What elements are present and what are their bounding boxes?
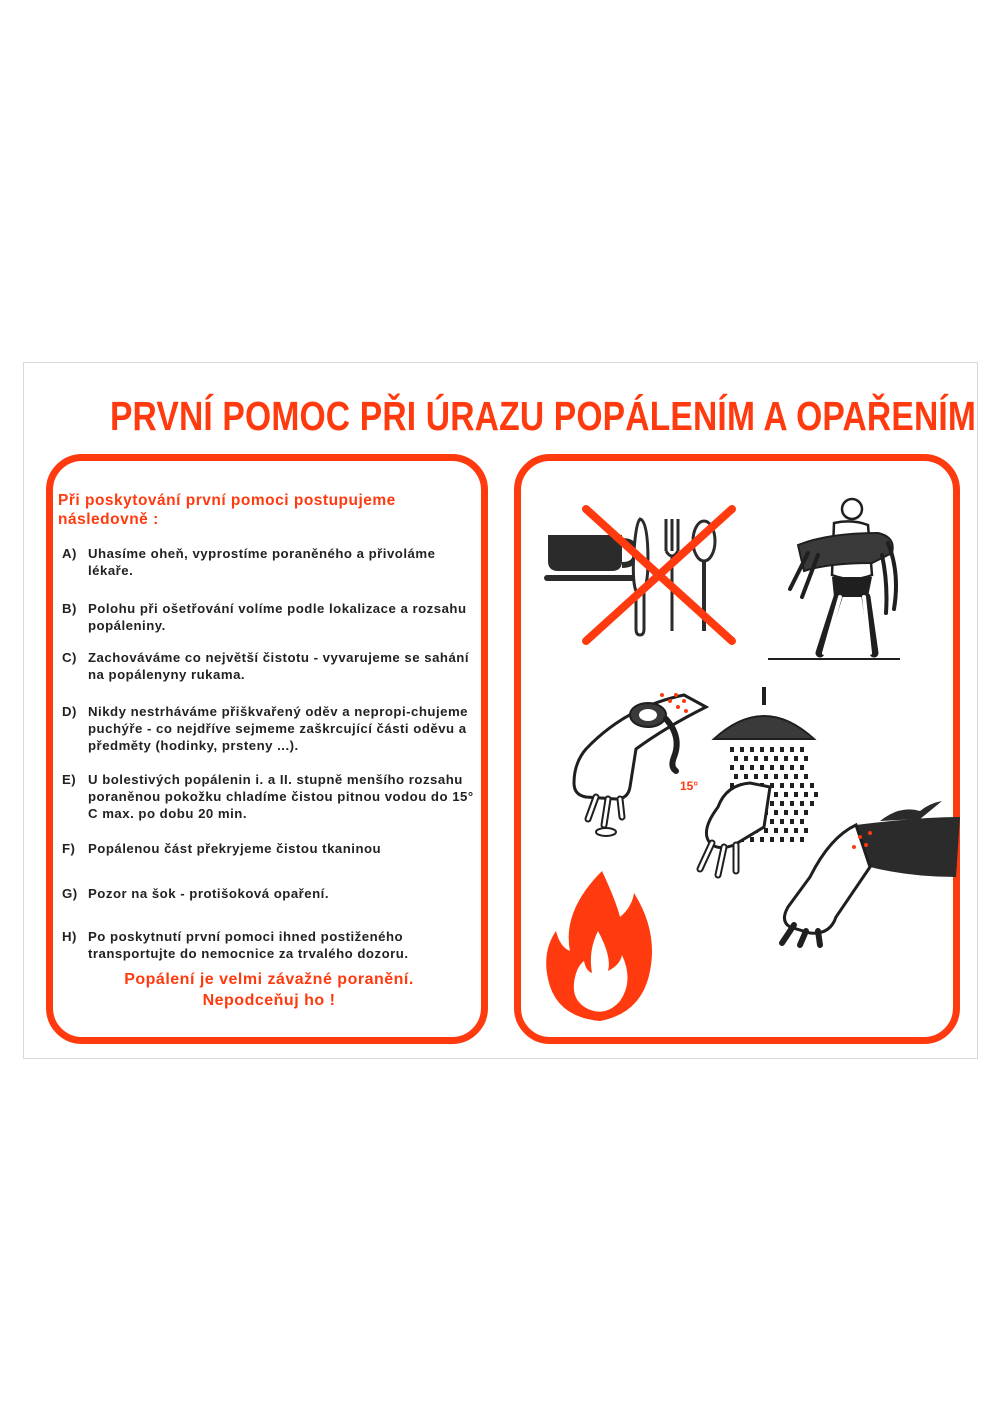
water-drop bbox=[774, 756, 778, 761]
no-food-drink-icon bbox=[544, 501, 734, 646]
water-drop bbox=[780, 783, 784, 788]
water-drop bbox=[760, 765, 764, 770]
water-drop bbox=[734, 756, 738, 761]
water-drop bbox=[750, 747, 754, 752]
water-drop bbox=[780, 765, 784, 770]
water-drop bbox=[784, 756, 788, 761]
first-aid-sign bbox=[23, 362, 978, 1059]
water-drop bbox=[804, 756, 808, 761]
carry-person-icon bbox=[768, 493, 904, 668]
step-g: G) Pozor na šok - protišoková opaření. bbox=[62, 886, 329, 901]
fire-icon bbox=[542, 871, 658, 1023]
water-drop bbox=[730, 765, 734, 770]
water-drop bbox=[800, 765, 804, 770]
water-drop bbox=[744, 774, 748, 779]
water-drop bbox=[764, 756, 768, 761]
water-drop bbox=[754, 756, 758, 761]
temperature-label: 15° bbox=[680, 779, 699, 793]
step-e: E) U bolestivých popálenin i. a II. stupně menšího rozsahu poraněnou pokožku chladíme čistou pitnou vodou do 15° C max. po dobu 20 min. bbox=[62, 772, 474, 821]
water-drop bbox=[800, 747, 804, 752]
water-drop bbox=[800, 783, 804, 788]
water-drop bbox=[750, 837, 754, 842]
step-a: A) Uhasíme oheň, vyprostíme poraněného a přivoláme lékaře. bbox=[62, 546, 436, 578]
sign-title: PRVNÍ POMOC PŘI ÚRAZU POPÁLENÍM A OPAŘENÍM bbox=[109, 393, 977, 439]
water-drop bbox=[810, 783, 814, 788]
water-drop bbox=[770, 765, 774, 770]
step-h: H) Po poskytnutí první pomoci ihned postiženého transportujte do nemocnice za trvalého dozoru. bbox=[62, 929, 409, 961]
water-drop bbox=[784, 774, 788, 779]
water-drop bbox=[760, 747, 764, 752]
step-d: D) Nikdy nestrháváme přiškvařený oděv a nepropi-chujeme puchýře - co nejdříve sejmeme zaškrcující části oděvu a předměty (hodinky, prsteny ...). bbox=[62, 704, 469, 753]
water-drop bbox=[804, 774, 808, 779]
water-drop bbox=[764, 828, 768, 833]
water-drop bbox=[754, 774, 758, 779]
water-drop bbox=[740, 747, 744, 752]
water-drop bbox=[740, 765, 744, 770]
water-drop bbox=[794, 756, 798, 761]
closing-line-2: Nepodceňuj ho ! bbox=[202, 992, 336, 1009]
water-drop bbox=[730, 747, 734, 752]
water-drop bbox=[790, 747, 794, 752]
water-drop bbox=[764, 774, 768, 779]
water-drop bbox=[770, 747, 774, 752]
closing-warning bbox=[64, 969, 474, 1011]
water-drop bbox=[744, 756, 748, 761]
water-drop bbox=[790, 783, 794, 788]
water-drop bbox=[794, 774, 798, 779]
water-drop bbox=[734, 774, 738, 779]
intro-text: Při poskytování první pomoci postupujeme následovně : bbox=[58, 492, 396, 528]
water-drop bbox=[790, 765, 794, 770]
step-b: B) Polohu při ošetřování volíme podle lokalizace a rozsahu popáleniny. bbox=[62, 601, 467, 633]
water-drop bbox=[750, 765, 754, 770]
covered-hand-icon bbox=[770, 797, 962, 945]
water-drop bbox=[774, 774, 778, 779]
step-f: F) Popálenou část překryjeme čistou tkaninou bbox=[62, 841, 382, 856]
closing-line-1: Popálení je velmi závažné poranění. bbox=[124, 971, 414, 988]
water-drop bbox=[760, 837, 764, 842]
step-c: C) Zachováváme co největší čistotu - vyvarujeme se sahání na popálenyny rukama. bbox=[62, 650, 470, 682]
water-drop bbox=[780, 747, 784, 752]
